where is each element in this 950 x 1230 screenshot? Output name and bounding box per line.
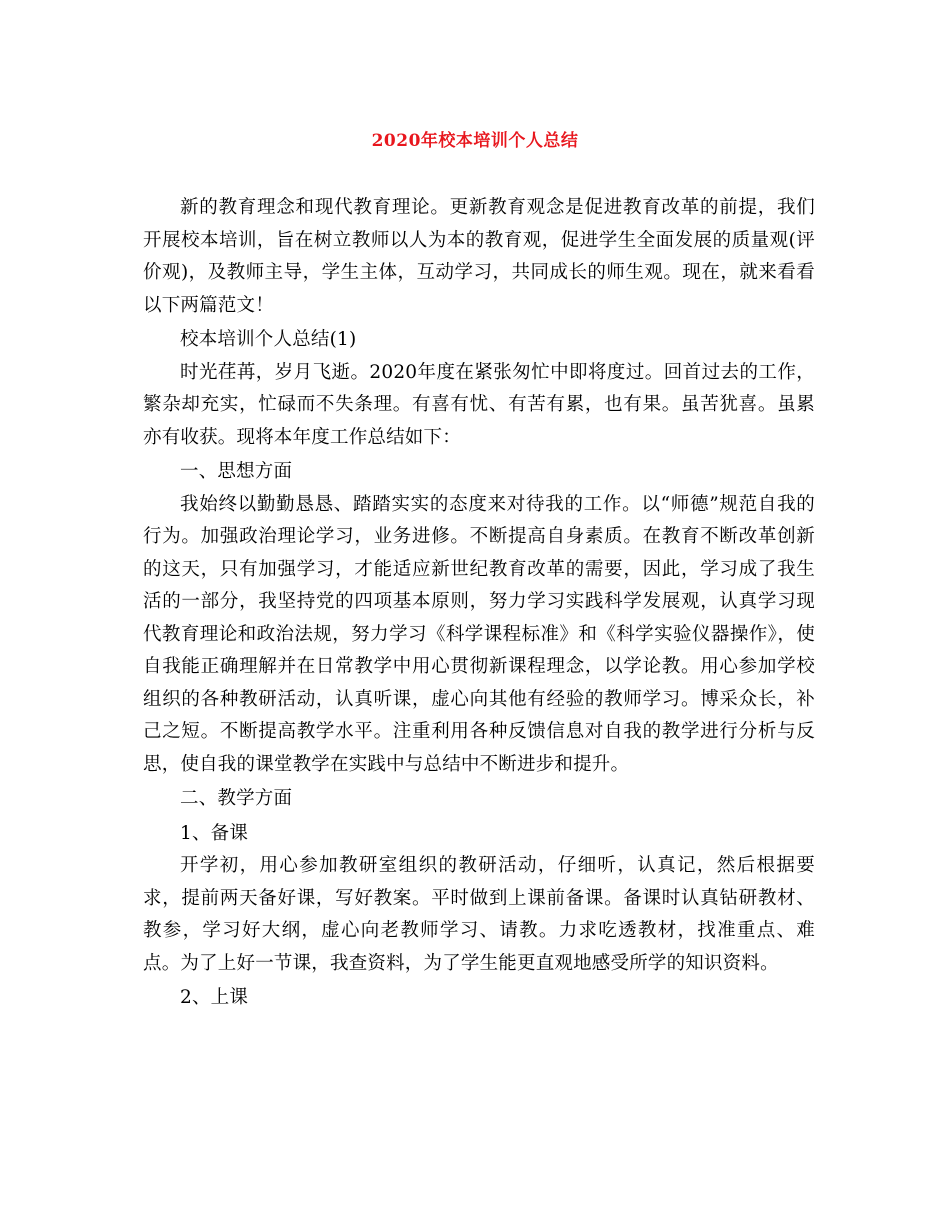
subheading-lesson-prep: 1、备课 xyxy=(180,822,249,844)
section-title-summary-1: 校本培训个人总结(1) xyxy=(180,329,357,350)
opening-paragraph: 时光荏苒，岁月飞逝。2020年度在紧张匆忙中即将度过。回首过去的工作，繁杂却充实，忙碌而不失条理。有喜有忧、有苦有累，也有果。虽苦犹喜。虽累亦有收获。现将本年度工作总结如下： xyxy=(143,361,815,448)
lesson-prep-paragraph: 开学初，用心参加教研室组织的教研活动，仔细听，认真记，然后根据要求，提前两天备好课，写好教案。平时做到上课前备课。备课时认真钻研教材、教参，学习好大纲，虚心向老教师学习、请教。力求吃透教材，找准重点、难点。为了上好一节课，我查资料，为了学生能更直观地感受所学的知识资料。 xyxy=(143,855,815,974)
section-heading-teaching: 二、教学方面 xyxy=(180,788,293,809)
section-heading-thought: 一、思想方面 xyxy=(180,461,293,482)
intro-paragraph: 新的教育理念和现代教育理论。更新教育观念是促进教育改革的前提，我们开展校本培训，旨在树立教师以人为本的教育观，促进学生全面发展的质量观(评价观)，及教师主导，学生主体，互动学习，共同成长的师生观。现在，就来看看以下两篇范文！ xyxy=(143,197,815,316)
document-title: 2020年校本培训个人总结 xyxy=(371,131,579,151)
subheading-class: 2、上课 xyxy=(180,987,249,1008)
thought-paragraph: 我始终以勤勤恳恳、踏踏实实的态度来对待我的工作。以“师德”规范自我的行为。加强政治理论学习，业务进修。不断提高自身素质。在教育不断改革创新的这天，只有加强学习，才能适应新世纪教育改革的需要，因此，学习成了我生活的一部分，我坚持党的四项基本原则，努力学习实践科学发展观，认真学习现代教育理论和政治法规，努力学习《科学课程标准》和《科学实验仪器操作》，使自我能正确理解并在日常教学中用心贯彻新课程理念，以学论教。用心参加学校组织的各种教研活动，认真听课，虚心向其他有经验的教师学习。博采众长，补己之短。不断提高教学水平。注重利用各种反馈信息对自我的教学进行分析与反思，使自我的课堂教学在实践中与总结中不断进步和提升。 xyxy=(143,493,815,775)
document-body xyxy=(143,192,815,1015)
